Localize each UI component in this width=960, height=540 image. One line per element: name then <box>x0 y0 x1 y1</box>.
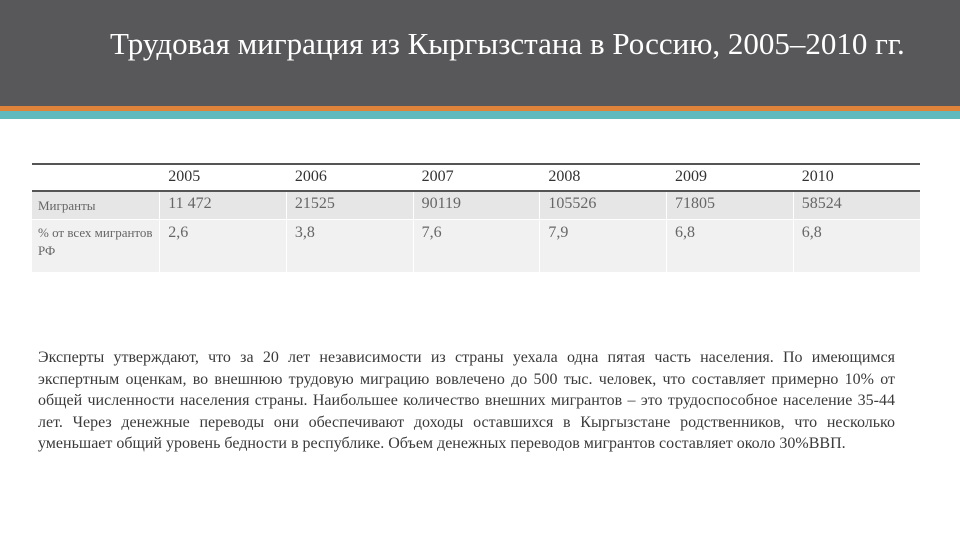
year-header: 2008 <box>540 163 667 190</box>
table-cell: 71805 <box>667 190 794 219</box>
table-cell: 2,6 <box>160 219 287 272</box>
table-cell: 3,8 <box>286 219 413 272</box>
table-top-rule <box>32 163 920 165</box>
accent-stripe-teal <box>0 111 960 119</box>
table-header-rule <box>32 190 920 192</box>
slide-title: Трудовая миграция из Кыргызстана в Россию, 2005–2010 гг. <box>110 26 905 61</box>
body-paragraph: Эксперты утверждают, что за 20 лет независимости из страны уехала одна пятая часть населения. По имеющимся экспертным оценкам, во внешнюю трудовую миграцию вовлечено до 500 тыс. человек, что составляет примерно 10% от общей численности населения страны. Наибольшее количество внешних мигрантов – это трудоспособное население 35-44 лет. Через денежные переводы они обеспечивают доходы оставшихся в Кыргызстане родственников, что несколько уменьшает общий уровень бедности в республике. Объем денежных переводов мигрантов составляет около 30%ВВП. <box>38 349 895 452</box>
year-header: 2009 <box>667 163 794 190</box>
table-corner-cell <box>32 163 160 190</box>
table-cell: 6,8 <box>793 219 920 272</box>
row-label: % от всех мигрантов РФ <box>38 224 153 258</box>
table-cell: 7,6 <box>413 219 540 272</box>
row-label: Мигранты <box>38 198 96 213</box>
title-bar <box>0 0 960 106</box>
table-row-migrants <box>32 190 920 219</box>
table-row-percent <box>32 219 920 272</box>
year-header: 2010 <box>793 163 920 190</box>
table-header-row <box>32 163 920 190</box>
migration-table <box>32 163 920 272</box>
table-cell: 58524 <box>793 190 920 219</box>
table-cell: 11 472 <box>160 190 287 219</box>
table-cell: 6,8 <box>667 219 794 272</box>
table-cell: 21525 <box>286 190 413 219</box>
table-cell: 105526 <box>540 190 667 219</box>
table-cell: 7,9 <box>540 219 667 272</box>
table-cell: 90119 <box>413 190 540 219</box>
year-header: 2005 <box>160 163 287 190</box>
year-header: 2007 <box>413 163 540 190</box>
year-header: 2006 <box>286 163 413 190</box>
